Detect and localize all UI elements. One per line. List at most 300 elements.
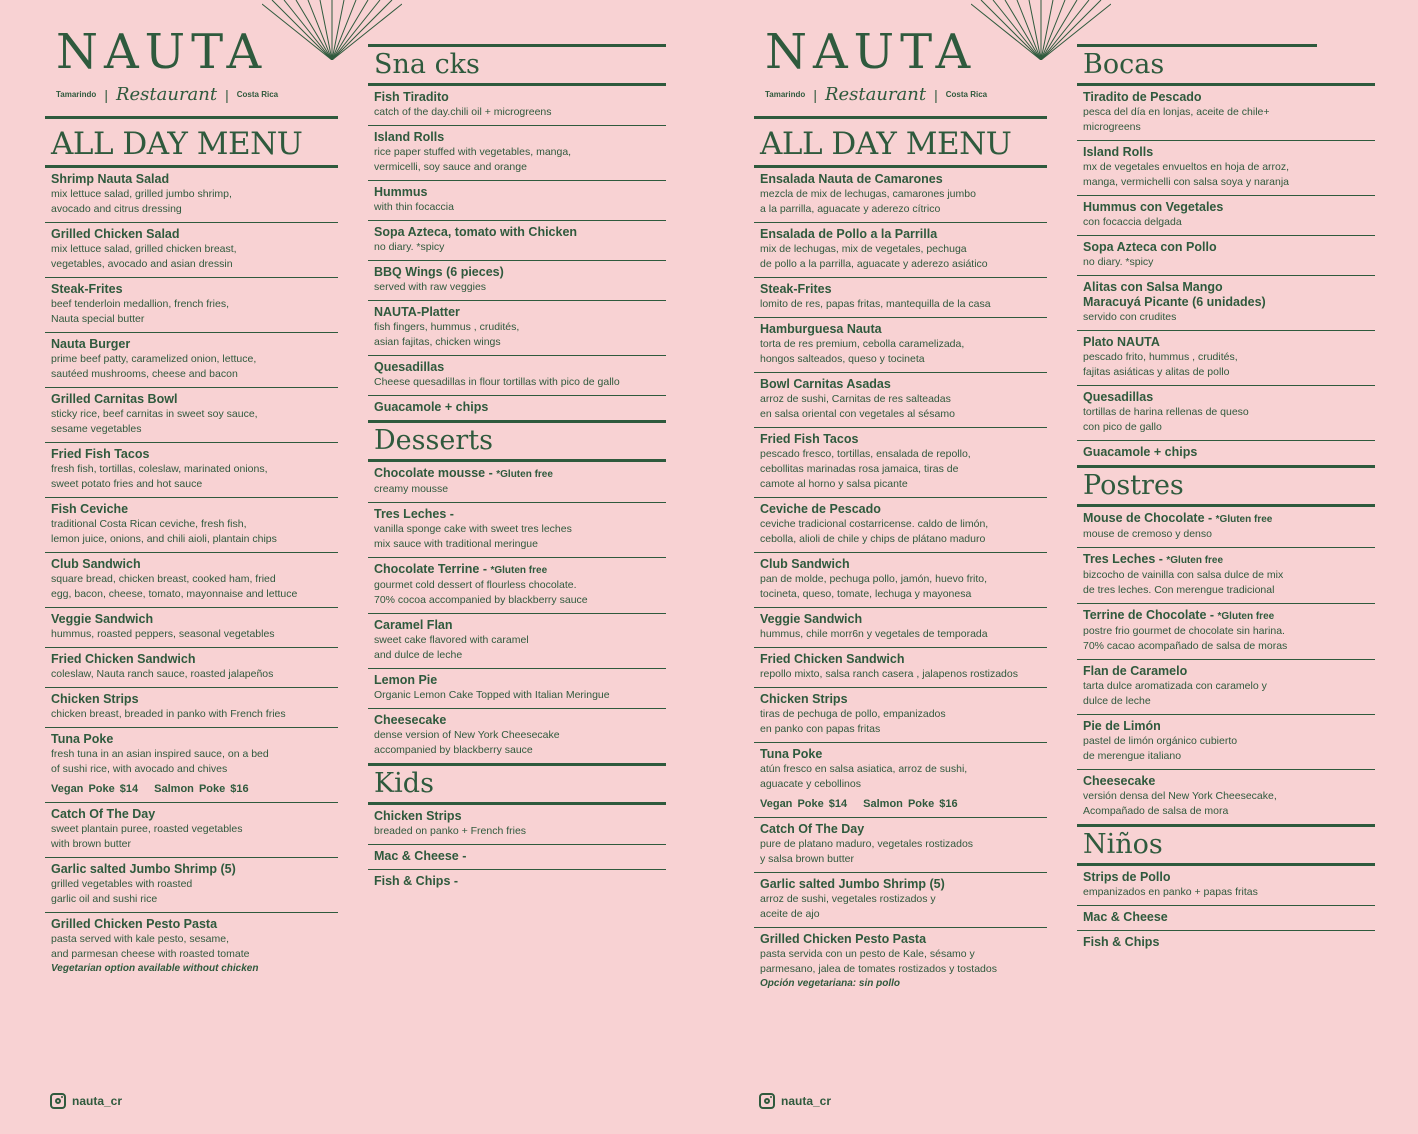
menu-item-name bbox=[374, 507, 666, 522]
menu-item-name-text: Grilled Chicken Salad bbox=[51, 227, 180, 241]
menu-item-name bbox=[51, 732, 338, 747]
menu-item-name bbox=[1083, 719, 1375, 734]
menu-item-name-text: Fried Chicken Sandwich bbox=[760, 652, 905, 666]
variant-price: Salmon Poke $16 bbox=[863, 798, 958, 810]
menu-item bbox=[368, 462, 666, 503]
menu-item-name bbox=[374, 360, 666, 375]
menu-item-description: mx de vegetales envueltos en hoja de arroz, manga, vermichelli con salsa soya y naranja bbox=[1083, 161, 1290, 188]
menu-item bbox=[1077, 660, 1375, 715]
menu-item-name bbox=[374, 225, 666, 240]
kids-list bbox=[1077, 866, 1375, 955]
divider bbox=[368, 763, 666, 766]
instagram-icon bbox=[759, 1093, 775, 1109]
menu-item-name bbox=[374, 809, 666, 824]
menu-item-name-text: Caramel Flan bbox=[374, 618, 453, 632]
menu-item-description: breaded on panko + French fries bbox=[374, 825, 527, 837]
menu-item-name-text: Sopa Azteca con Pollo bbox=[1083, 240, 1217, 254]
menu-item-name-text: Pie de Limón bbox=[1083, 719, 1161, 733]
menu-item-name-text: Fried Fish Tacos bbox=[51, 447, 150, 461]
divider bbox=[1077, 465, 1375, 468]
menu-item-description: empanizados en panko + papas fritas bbox=[1083, 886, 1258, 898]
brand-location-left: Tamarindo bbox=[56, 90, 97, 99]
menu-item-name bbox=[374, 265, 666, 280]
menu-item-name bbox=[51, 862, 338, 877]
menu-item-name-text: Bowl Carnitas Asadas bbox=[760, 377, 891, 391]
menu-item bbox=[368, 614, 666, 669]
instagram-handle-text: nauta_cr bbox=[781, 1094, 832, 1108]
divider bbox=[368, 44, 666, 47]
menu-item-name-text: Mac & Cheese - bbox=[374, 849, 467, 863]
instagram-handle[interactable] bbox=[759, 1093, 831, 1109]
menu-item bbox=[1077, 931, 1375, 955]
brand-separator: | bbox=[813, 86, 817, 103]
menu-item-name bbox=[51, 652, 338, 667]
kids-title: Niños bbox=[1083, 829, 1163, 860]
menu-item-name-text: Fried Chicken Sandwich bbox=[51, 652, 196, 666]
menu-item-name bbox=[1083, 445, 1375, 460]
menu-item-name bbox=[1083, 910, 1375, 925]
menu-item-name bbox=[51, 172, 338, 187]
menu-item-name bbox=[51, 612, 338, 627]
menu-item-name-text: Grilled Carnitas Bowl bbox=[51, 392, 178, 406]
menu-item-description: versión densa del New York Cheesecake, Acompañado de salsa de mora bbox=[1083, 790, 1277, 817]
snacks-column bbox=[368, 44, 666, 894]
menu-item-description: hummus, chile morr6n y vegetales de temporada bbox=[760, 628, 988, 640]
menu-item-description: with thin focaccia bbox=[374, 201, 454, 213]
mains-column bbox=[754, 116, 1047, 996]
menu-item bbox=[754, 278, 1047, 318]
menu-item-description: sweet cake flavored with caramel and dulce de leche bbox=[374, 634, 529, 661]
menu-item bbox=[754, 818, 1047, 873]
menu-item-name-text: Guacamole + chips bbox=[1083, 445, 1198, 459]
brand-location-right: Costa Rica bbox=[236, 90, 279, 99]
gluten-free-note: *Gluten free bbox=[1166, 555, 1224, 566]
menu-item bbox=[1077, 715, 1375, 770]
menu-item-name-text: Chicken Strips bbox=[374, 809, 462, 823]
menu-item-name-text: Quesadillas bbox=[1083, 390, 1154, 404]
menu-item-name bbox=[1083, 145, 1375, 160]
menu-item-name bbox=[51, 917, 338, 932]
desserts-list bbox=[1077, 507, 1375, 824]
menu-item-name-text: Chocolate mousse - bbox=[374, 466, 497, 480]
menu-item-description: pasta servida con un pesto de Kale, sésamo y parmesano, jalea de tomates rostizados y tostados bbox=[760, 948, 997, 975]
menu-item bbox=[45, 388, 338, 443]
menu-item-name-text: Fish Ceviche bbox=[51, 502, 129, 516]
menu-item-description: mouse de cremoso y denso bbox=[1083, 528, 1212, 540]
menu-item-description: no diary. *spicy bbox=[1083, 256, 1154, 268]
menu-item bbox=[754, 688, 1047, 743]
menu-item-name bbox=[760, 932, 1047, 947]
mains-list bbox=[45, 168, 338, 981]
menu-item-name-text: Chicken Strips bbox=[760, 692, 848, 706]
menu-item-description: tarta dulce aromatizada con caramelo y dulce de leche bbox=[1083, 680, 1267, 707]
menu-item bbox=[45, 223, 338, 278]
menu-item-description: pasta served with kale pesto, sesame, and parmesan cheese with roasted tomate bbox=[51, 933, 250, 960]
menu-item bbox=[45, 168, 338, 223]
menu-item-name-text: Tuna Poke bbox=[760, 747, 823, 761]
divider bbox=[45, 116, 338, 119]
menu-item-name-text: Shrimp Nauta Salad bbox=[51, 172, 170, 186]
menu-item-name bbox=[374, 673, 666, 688]
menu-item-description: Cheese quesadillas in flour tortillas with pico de gallo bbox=[374, 376, 620, 388]
menu-item-name-text: Fried Fish Tacos bbox=[760, 432, 859, 446]
menu-item-name-text: Tiradito de Pescado bbox=[1083, 90, 1202, 104]
menu-item bbox=[1077, 507, 1375, 548]
menu-item-name bbox=[51, 282, 338, 297]
menu-item bbox=[368, 396, 666, 420]
menu-item-description: sweet plantain puree, roasted vegetables with brown butter bbox=[51, 823, 243, 850]
snacks-column bbox=[1077, 44, 1375, 955]
menu-item bbox=[754, 498, 1047, 553]
menu-item-description: chicken breast, breaded in panko with French fries bbox=[51, 708, 286, 720]
menu-item-name-text: Garlic salted Jumbo Shrimp (5) bbox=[760, 877, 945, 891]
menu-item-name-text: Fish & Chips - bbox=[374, 874, 459, 888]
menu-item-name-text: Tuna Poke bbox=[51, 732, 114, 746]
menu-item-name-text: Grilled Chicken Pesto Pasta bbox=[51, 917, 218, 931]
menu-item-name-text: Hummus bbox=[374, 185, 428, 199]
menu-item-name-text: Steak-Frites bbox=[51, 282, 123, 296]
menu-item-name-text: Garlic salted Jumbo Shrimp (5) bbox=[51, 862, 236, 876]
menu-item bbox=[45, 728, 338, 803]
menu-item-name-text: Cheesecake bbox=[1083, 774, 1156, 788]
menu-item bbox=[45, 553, 338, 608]
menu-item-name-text: Hamburguesa Nauta bbox=[760, 322, 882, 336]
menu-item-description: ceviche tradicional costarricense. caldo de limón, cebolla, alioli de chile y chips de plátano maduro bbox=[760, 518, 989, 545]
menu-item-name-text: Strips de Pollo bbox=[1083, 870, 1171, 884]
menu-item-description: prime beef patty, caramelized onion, lettuce, sautéed mushrooms, cheese and bacon bbox=[51, 353, 257, 380]
menu-item-name-text: Chicken Strips bbox=[51, 692, 139, 706]
menu-item bbox=[1077, 386, 1375, 441]
menu-item-name bbox=[374, 130, 666, 145]
gluten-free-note: *Gluten free bbox=[490, 565, 548, 576]
menu-item bbox=[45, 443, 338, 498]
desserts-title: Postres bbox=[1083, 470, 1184, 501]
menu-title: ALL DAY MENU bbox=[760, 126, 1012, 162]
menu-item bbox=[45, 688, 338, 728]
gluten-free-note: *Gluten free bbox=[1215, 514, 1273, 525]
menu-item bbox=[368, 503, 666, 558]
menu-item-name-text: Island Rolls bbox=[1083, 145, 1154, 159]
variant-price: Vegan Poke $14 bbox=[760, 798, 848, 810]
menu-item bbox=[754, 373, 1047, 428]
menu-item bbox=[45, 333, 338, 388]
menu-item-name-text: Catch Of The Day bbox=[51, 807, 156, 821]
menu-item bbox=[1077, 196, 1375, 236]
menu-item-description: gourmet cold dessert of flourless chocolate. 70% cocoa accompanied by blackberry sauce bbox=[374, 579, 588, 606]
menu-item-name-text: Chocolate Terrine - bbox=[374, 562, 491, 576]
menu-item-name-text: Club Sandwich bbox=[760, 557, 850, 571]
menu-item bbox=[368, 221, 666, 261]
menu-item-description: traditional Costa Rican ceviche, fresh fish, lemon juice, onions, and chili aioli, plantain chips bbox=[51, 518, 277, 545]
desserts-title: Desserts bbox=[374, 425, 493, 456]
menu-item-name bbox=[760, 377, 1047, 392]
snacks-list bbox=[1077, 86, 1375, 465]
menu-item-description: postre frio gourmet de chocolate sin harina. 70% cacao acompañado de salsa de moras bbox=[1083, 625, 1288, 652]
menu-item-name-text: Ensalada Nauta de Camarones bbox=[760, 172, 943, 186]
mains-list bbox=[754, 168, 1047, 996]
menu-item bbox=[45, 648, 338, 688]
menu-item bbox=[1077, 236, 1375, 276]
snacks-title: Bocas bbox=[1083, 49, 1165, 80]
brand-location-right: Costa Rica bbox=[945, 90, 988, 99]
gluten-free-note: *Gluten free bbox=[1217, 611, 1275, 622]
menu-item-name bbox=[760, 612, 1047, 627]
snacks-list bbox=[368, 86, 666, 420]
menu-item-name bbox=[374, 874, 666, 889]
menu-item-name bbox=[760, 822, 1047, 837]
menu-item-name bbox=[1083, 870, 1375, 885]
menu-item-name-text: NAUTA-Platter bbox=[374, 305, 460, 319]
brand-separator: | bbox=[225, 86, 229, 103]
brand-header bbox=[765, 24, 995, 105]
menu-item-name-text: BBQ Wings (6 pieces) bbox=[374, 265, 504, 279]
menu-item-description: beef tenderloin medallion, french fries, Nauta special butter bbox=[51, 298, 230, 325]
menu-title: ALL DAY MENU bbox=[51, 126, 303, 162]
divider bbox=[368, 420, 666, 423]
menu-item-description: bizcocho de vainilla con salsa dulce de mix de tres leches. Con merengue tradicional bbox=[1083, 569, 1284, 596]
menu-item bbox=[754, 873, 1047, 928]
brand-subline bbox=[765, 84, 995, 105]
menu-item bbox=[754, 648, 1047, 688]
menu-item-name-text: Terrine de Chocolate - bbox=[1083, 608, 1218, 622]
menu-item bbox=[368, 805, 666, 845]
menu-item-description: arroz de sushi, Carnitas de res salteadas en salsa oriental con vegetales al sésamo bbox=[760, 393, 955, 420]
menu-item-name bbox=[374, 466, 666, 482]
menu-item bbox=[1077, 86, 1375, 141]
menu-item-description: grilled vegetables with roasted garlic oil and sushi rice bbox=[51, 878, 193, 905]
menu-item-name bbox=[374, 305, 666, 320]
menu-item-name bbox=[51, 502, 338, 517]
menu-item-name bbox=[51, 392, 338, 407]
menu-item-name bbox=[51, 227, 338, 242]
brand-name: NAUTA bbox=[765, 24, 977, 80]
brand-separator: | bbox=[934, 86, 938, 103]
menu-item bbox=[368, 261, 666, 301]
menu-item-name bbox=[374, 400, 666, 415]
menu-item-description: catch of the day.chili oil + microgreens bbox=[374, 106, 552, 118]
menu-item bbox=[754, 743, 1047, 818]
menu-item bbox=[368, 709, 666, 763]
menu-item-name-text: Grilled Chicken Pesto Pasta bbox=[760, 932, 927, 946]
menu-item-name bbox=[760, 502, 1047, 517]
menu-item-name bbox=[1083, 200, 1375, 215]
menu-item-name bbox=[1083, 608, 1375, 624]
menu-item-description: pesca del día en lonjas, aceite de chile+ microgreens bbox=[1083, 106, 1270, 133]
menu-item-description: creamy mousse bbox=[374, 483, 449, 495]
menu-item-description: mezcla de mix de lechugas, camarones jumbo a la parrilla, aguacate y aderezo cítrico bbox=[760, 188, 976, 215]
menu-item bbox=[754, 608, 1047, 648]
menu-item bbox=[45, 278, 338, 333]
menu-item-description: mix lettuce salad, grilled jumbo shrimp, avocado and citrus dressing bbox=[51, 188, 232, 215]
menu-item-description: pescado frito, hummus , crudités, fajitas asiáticas y alitas de pollo bbox=[1083, 351, 1238, 378]
menu-item-description: sticky rice, beef carnitas in sweet soy sauce, sesame vegetables bbox=[51, 408, 258, 435]
menu-item bbox=[754, 928, 1047, 996]
menu-item-name bbox=[51, 692, 338, 707]
menu-item-name-text: Hummus con Vegetales bbox=[1083, 200, 1224, 214]
menu-item-description: served with raw veggies bbox=[374, 281, 487, 293]
vegetarian-note: Opción vegetariana: sin pollo bbox=[760, 978, 901, 989]
brand-location-left: Tamarindo bbox=[765, 90, 806, 99]
menu-item-name-text: Flan de Caramelo bbox=[1083, 664, 1188, 678]
menu-item-name-text: Mac & Cheese bbox=[1083, 910, 1168, 924]
menu-item-description: dense version of New York Cheesecake accompanied by blackberry sauce bbox=[374, 729, 560, 756]
menu-item-name-text: Veggie Sandwich bbox=[760, 612, 863, 626]
menu-item bbox=[754, 223, 1047, 278]
menu-item-name-text: Quesadillas bbox=[374, 360, 445, 374]
menu-item-name bbox=[1083, 280, 1375, 310]
menu-item bbox=[368, 669, 666, 709]
menu-item-description: hummus, roasted peppers, seasonal vegetables bbox=[51, 628, 275, 640]
brand-name: NAUTA bbox=[56, 24, 268, 80]
menu-item-name bbox=[1083, 664, 1375, 679]
menu-item-name bbox=[760, 322, 1047, 337]
mains-column bbox=[45, 116, 338, 981]
gluten-free-note: *Gluten free bbox=[496, 469, 553, 480]
divider bbox=[1077, 44, 1317, 47]
menu-item-description: repollo mixto, salsa ranch casera , jalapenos rostizados bbox=[760, 668, 1018, 680]
menu-item-name bbox=[374, 849, 666, 864]
menu-item-name bbox=[760, 877, 1047, 892]
menu-item-description: mix lettuce salad, grilled chicken breast, vegetables, avocado and asian dressin bbox=[51, 243, 237, 270]
menu-item-description: pan de molde, pechuga pollo, jamón, huevo frito, tocineta, queso, tomate, lechuga y mayonesa bbox=[760, 573, 988, 600]
menu-item-description: tortillas de harina rellenas de queso con pico de gallo bbox=[1083, 406, 1249, 433]
menu-item-name bbox=[51, 807, 338, 822]
menu-item-name bbox=[1083, 335, 1375, 350]
menu-item bbox=[368, 181, 666, 221]
menu-item-name-text: Nauta Burger bbox=[51, 337, 131, 351]
menu-item-variants bbox=[760, 797, 1047, 812]
menu-item-description: Organic Lemon Cake Topped with Italian Meringue bbox=[374, 689, 610, 701]
menu-item-name bbox=[374, 90, 666, 105]
desserts-list bbox=[368, 462, 666, 763]
menu-item bbox=[754, 428, 1047, 498]
menu-item-name-text: Veggie Sandwich bbox=[51, 612, 154, 626]
menu-item-name bbox=[1083, 774, 1375, 789]
menu-item bbox=[45, 608, 338, 648]
brand-restaurant: Restaurant bbox=[115, 84, 218, 105]
menu-item-description: pastel de limón orgánico cubierto de merengue italiano bbox=[1083, 735, 1238, 762]
menu-item-name-text: Guacamole + chips bbox=[374, 400, 489, 414]
menu-item bbox=[754, 553, 1047, 608]
menu-item-description: coleslaw, Nauta ranch sauce, roasted jalapeños bbox=[51, 668, 274, 680]
divider bbox=[754, 116, 1047, 119]
menu-item-name bbox=[374, 618, 666, 633]
menu-item-name bbox=[760, 172, 1047, 187]
menu-item-description: arroz de sushi, vegetales rostizados y aceite de ajo bbox=[760, 893, 936, 920]
menu-item-name bbox=[760, 282, 1047, 297]
menu-item-description: rice paper stuffed with vegetables, manga, vermicelli, soy sauce and orange bbox=[374, 146, 572, 173]
menu-item-name-text: Sopa Azteca, tomato with Chicken bbox=[374, 225, 578, 239]
menu-item-description: fresh fish, tortillas, coleslaw, marinated onions, sweet potato fries and hot sauce bbox=[51, 463, 268, 490]
brand-subline bbox=[56, 84, 286, 105]
menu-item-name bbox=[1083, 390, 1375, 405]
menu-item-name-text: Cheesecake bbox=[374, 713, 447, 727]
menu-item-description: con focaccia delgada bbox=[1083, 216, 1182, 228]
menu-item-name bbox=[760, 227, 1047, 242]
menu-item bbox=[1077, 276, 1375, 331]
menu-item bbox=[1077, 441, 1375, 465]
menu-item-description: servido con crudites bbox=[1083, 311, 1177, 323]
menu-item bbox=[754, 318, 1047, 373]
kids-title: Kids bbox=[374, 768, 434, 799]
divider bbox=[1077, 824, 1375, 827]
menu-item bbox=[1077, 141, 1375, 196]
menu-item-name bbox=[1083, 511, 1375, 527]
variant-price: Salmon Poke $16 bbox=[154, 783, 249, 795]
menu-item-name bbox=[760, 652, 1047, 667]
menu-item bbox=[368, 558, 666, 614]
menu-item bbox=[45, 498, 338, 553]
menu-item-name-text: Steak-Frites bbox=[760, 282, 832, 296]
menu-item-variants bbox=[51, 782, 338, 797]
menu-item bbox=[368, 86, 666, 126]
menu-item-name bbox=[51, 337, 338, 352]
menu-item-name-text: Lemon Pie bbox=[374, 673, 438, 687]
kids-list bbox=[368, 805, 666, 894]
menu-item-description: square bread, chicken breast, cooked ham, fried egg, bacon, cheese, tomato, mayonnaise and lettuce bbox=[51, 573, 298, 600]
menu-item-description: mix de lechugas, mix de vegetales, pechuga de pollo a la parrilla, aguacate y aderezo asiático bbox=[760, 243, 988, 270]
menu-item-name-text: Alitas con Salsa Mango Maracuyá Picante (6 unidades) bbox=[1083, 280, 1266, 309]
brand-restaurant: Restaurant bbox=[824, 84, 927, 105]
brand-separator: | bbox=[104, 86, 108, 103]
menu-item bbox=[45, 803, 338, 858]
menu-item-name bbox=[1083, 240, 1375, 255]
menu-item bbox=[1077, 866, 1375, 906]
menu-item-name-text: Catch Of The Day bbox=[760, 822, 865, 836]
menu-item-name-text: Island Rolls bbox=[374, 130, 445, 144]
menu-item-name bbox=[51, 447, 338, 462]
snacks-title: Sna cks bbox=[374, 49, 480, 80]
menu-item-description: vanilla sponge cake with sweet tres leches mix sauce with traditional meringue bbox=[374, 523, 572, 550]
menu-item bbox=[368, 870, 666, 894]
menu-item-name-text: Plato NAUTA bbox=[1083, 335, 1160, 349]
menu-item-name bbox=[1083, 90, 1375, 105]
menu-item-name bbox=[374, 185, 666, 200]
menu-item-name bbox=[760, 432, 1047, 447]
menu-item-description: fresh tuna in an asian inspired sauce, on a bed of sushi rice, with avocado and chives bbox=[51, 748, 269, 775]
brand-header bbox=[56, 24, 286, 105]
menu-item-description: fish fingers, hummus , crudités, asian fajitas, chicken wings bbox=[374, 321, 520, 348]
menu-item-description: no diary. *spicy bbox=[374, 241, 445, 253]
menu-item-description: pure de platano maduro, vegetales rostizados y salsa brown butter bbox=[760, 838, 974, 865]
menu-panel-spanish bbox=[709, 0, 1418, 1134]
menu-item bbox=[1077, 906, 1375, 931]
menu-item-name bbox=[760, 692, 1047, 707]
menu-item-name-text: Tres Leches - bbox=[1083, 552, 1167, 566]
menu-item bbox=[1077, 548, 1375, 604]
menu-item-name bbox=[374, 562, 666, 578]
menu-item-name bbox=[760, 557, 1047, 572]
menu-item-name-text: Ensalada de Pollo a la Parrilla bbox=[760, 227, 938, 241]
vegetarian-note: Vegetarian option available without chicken bbox=[51, 963, 259, 974]
menu-item bbox=[1077, 604, 1375, 660]
menu-item-description: lomito de res, papas fritas, mantequilla de la casa bbox=[760, 298, 991, 310]
menu-item bbox=[45, 913, 338, 981]
menu-item-description: atún fresco en salsa asiatica, arroz de sushi, aguacate y cebollinos bbox=[760, 763, 968, 790]
menu-item-name-text: Mouse de Chocolate - bbox=[1083, 511, 1216, 525]
menu-item bbox=[754, 168, 1047, 223]
menu-item-name-text: Club Sandwich bbox=[51, 557, 141, 571]
menu-item-name-text: Ceviche de Pescado bbox=[760, 502, 881, 516]
instagram-icon bbox=[50, 1093, 66, 1109]
menu-item-name bbox=[1083, 552, 1375, 568]
instagram-handle-text: nauta_cr bbox=[72, 1094, 123, 1108]
menu-item-name bbox=[1083, 935, 1375, 950]
menu-item-name bbox=[760, 747, 1047, 762]
menu-item bbox=[368, 356, 666, 396]
menu-item bbox=[1077, 331, 1375, 386]
instagram-handle[interactable] bbox=[50, 1093, 122, 1109]
